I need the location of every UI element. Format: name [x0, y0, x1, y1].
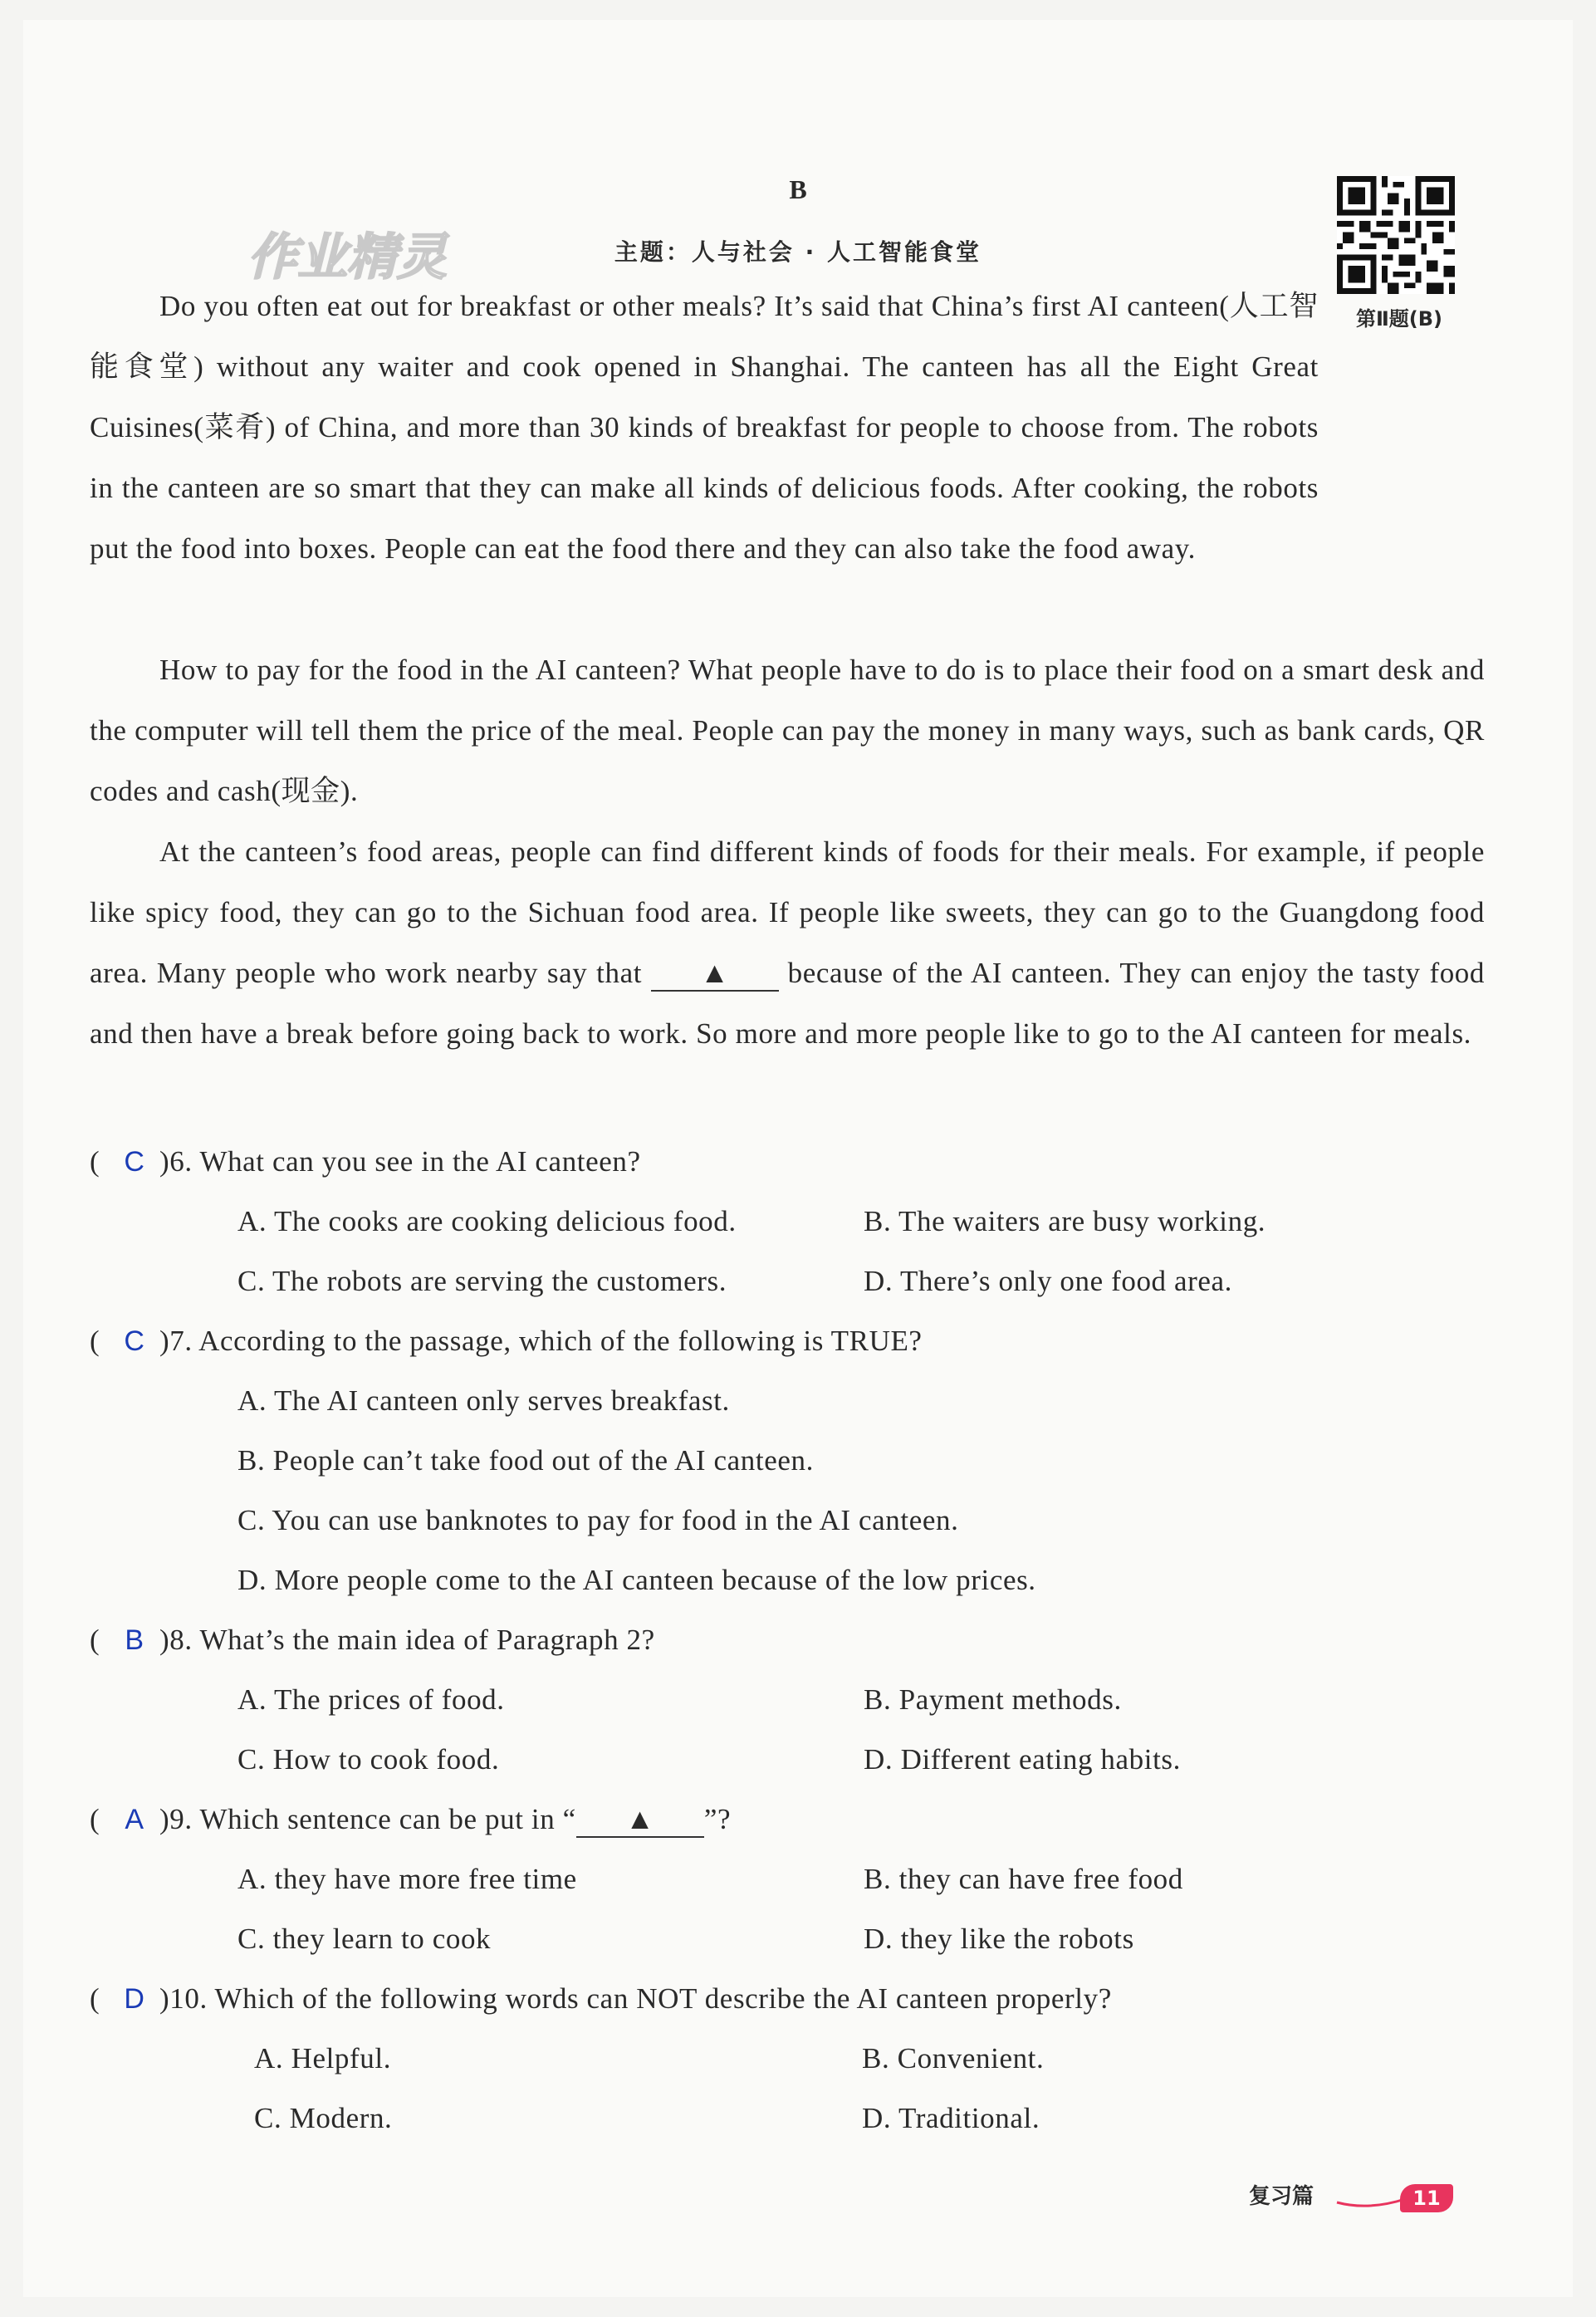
swoosh-icon — [1335, 2182, 1410, 2216]
answer-8: B — [125, 1624, 144, 1656]
option-7a[interactable]: A. The AI canteen only serves breakfast. — [237, 1384, 730, 1417]
paragraph-2: How to pay for the food in the AI canteen? What people have to do is to place their food on a smart desk and the computer will tell them the price of the meal. People can pay the money in many ways, such as bank cards, QR codes and cash(现金). — [90, 654, 1485, 807]
qr-code-icon[interactable] — [1337, 176, 1455, 294]
question-9: ( A )9. Which sentence can be put in “ ▲ ”? — [90, 1790, 731, 1849]
option-8d[interactable]: D. Different eating habits. — [864, 1743, 1181, 1776]
option-10c[interactable]: C. Modern. — [254, 2102, 393, 2134]
option-10a[interactable]: A. Helpful. — [254, 2042, 392, 2075]
paragraph-1: Do you often eat out for breakfast or other meals? It’s said that China’s first AI canteen(人工智能食堂) without any waiter and cook opened in Shanghai. The canteen has all the Eight Great Cuisines(菜肴) of China, and more than 30 kinds of breakfast for people to choose from. The robots in the canteen are so smart that they can make all kinds of delicious foods. After cooking, the robots put the food into boxes. People can eat the food there and they can also take the food away. — [90, 290, 1319, 565]
option-8b[interactable]: B. Payment methods. — [864, 1683, 1122, 1716]
theme-heading: 主题：人与社会 · 人工智能食堂 — [614, 238, 982, 266]
option-8c[interactable]: C. How to cook food. — [237, 1743, 500, 1776]
question-8: ( B )8. What’s the main idea of Paragraph 2? — [90, 1611, 655, 1669]
qr-caption: 第Ⅱ题(B) — [1355, 307, 1443, 331]
blank-line-q9: ▲ — [576, 1803, 704, 1838]
option-9b[interactable]: B. they can have free food — [864, 1863, 1183, 1895]
question-10: ( D )10. Which of the following words can NOT describe the AI canteen properly? — [90, 1970, 1112, 2028]
answer-9: A — [125, 1804, 144, 1835]
option-7d[interactable]: D. More people come to the AI canteen because of the low prices. — [237, 1564, 1036, 1596]
option-7b[interactable]: B. People can’t take food out of the AI canteen. — [237, 1444, 814, 1477]
option-9d[interactable]: D. they like the robots — [864, 1923, 1134, 1955]
option-9c[interactable]: C. they learn to cook — [237, 1923, 492, 1955]
option-6b[interactable]: B. The waiters are busy working. — [864, 1205, 1266, 1237]
answer-10: D — [124, 1983, 145, 2015]
answer-7: C — [124, 1325, 145, 1357]
question-7: ( C )7. According to the passage, which of the following is TRUE? — [90, 1312, 923, 1370]
option-10d[interactable]: D. Traditional. — [862, 2102, 1040, 2134]
option-10b[interactable]: B. Convenient. — [862, 2042, 1045, 2075]
option-9a[interactable]: A. they have more free time — [237, 1863, 577, 1895]
section-letter: B — [789, 174, 807, 204]
option-8a[interactable]: A. The prices of food. — [237, 1683, 505, 1716]
blank-line: ▲ — [651, 957, 779, 992]
watermark-logo: 作业精灵 — [247, 228, 447, 287]
option-6c[interactable]: C. The robots are serving the customers. — [237, 1265, 727, 1297]
paragraph-3: At the canteen’s food areas, people can find different kinds of foods for their meals. For example, if people like spicy food, they can go to the Sichuan food area. If people like sweets, they can go to the Guangdong food area. Many people who work nearby say that ▲ because of the AI canteen. They can enjoy the tasty food and then have a break before going back to work. So more and more people like to go to the AI canteen for meals. — [90, 835, 1485, 1050]
option-7c[interactable]: C. You can use banknotes to pay for food in the AI canteen. — [237, 1504, 959, 1536]
page-number-badge: 11 — [1400, 2184, 1453, 2212]
option-6a[interactable]: A. The cooks are cooking delicious food. — [237, 1205, 737, 1237]
page — [23, 20, 1573, 2297]
option-6d[interactable]: D. There’s only one food area. — [864, 1265, 1233, 1297]
footer-section-label: 复习篇 — [1249, 2184, 1314, 2209]
question-6: ( C )6. What can you see in the AI canteen? — [90, 1133, 641, 1191]
answer-6: C — [124, 1146, 145, 1178]
